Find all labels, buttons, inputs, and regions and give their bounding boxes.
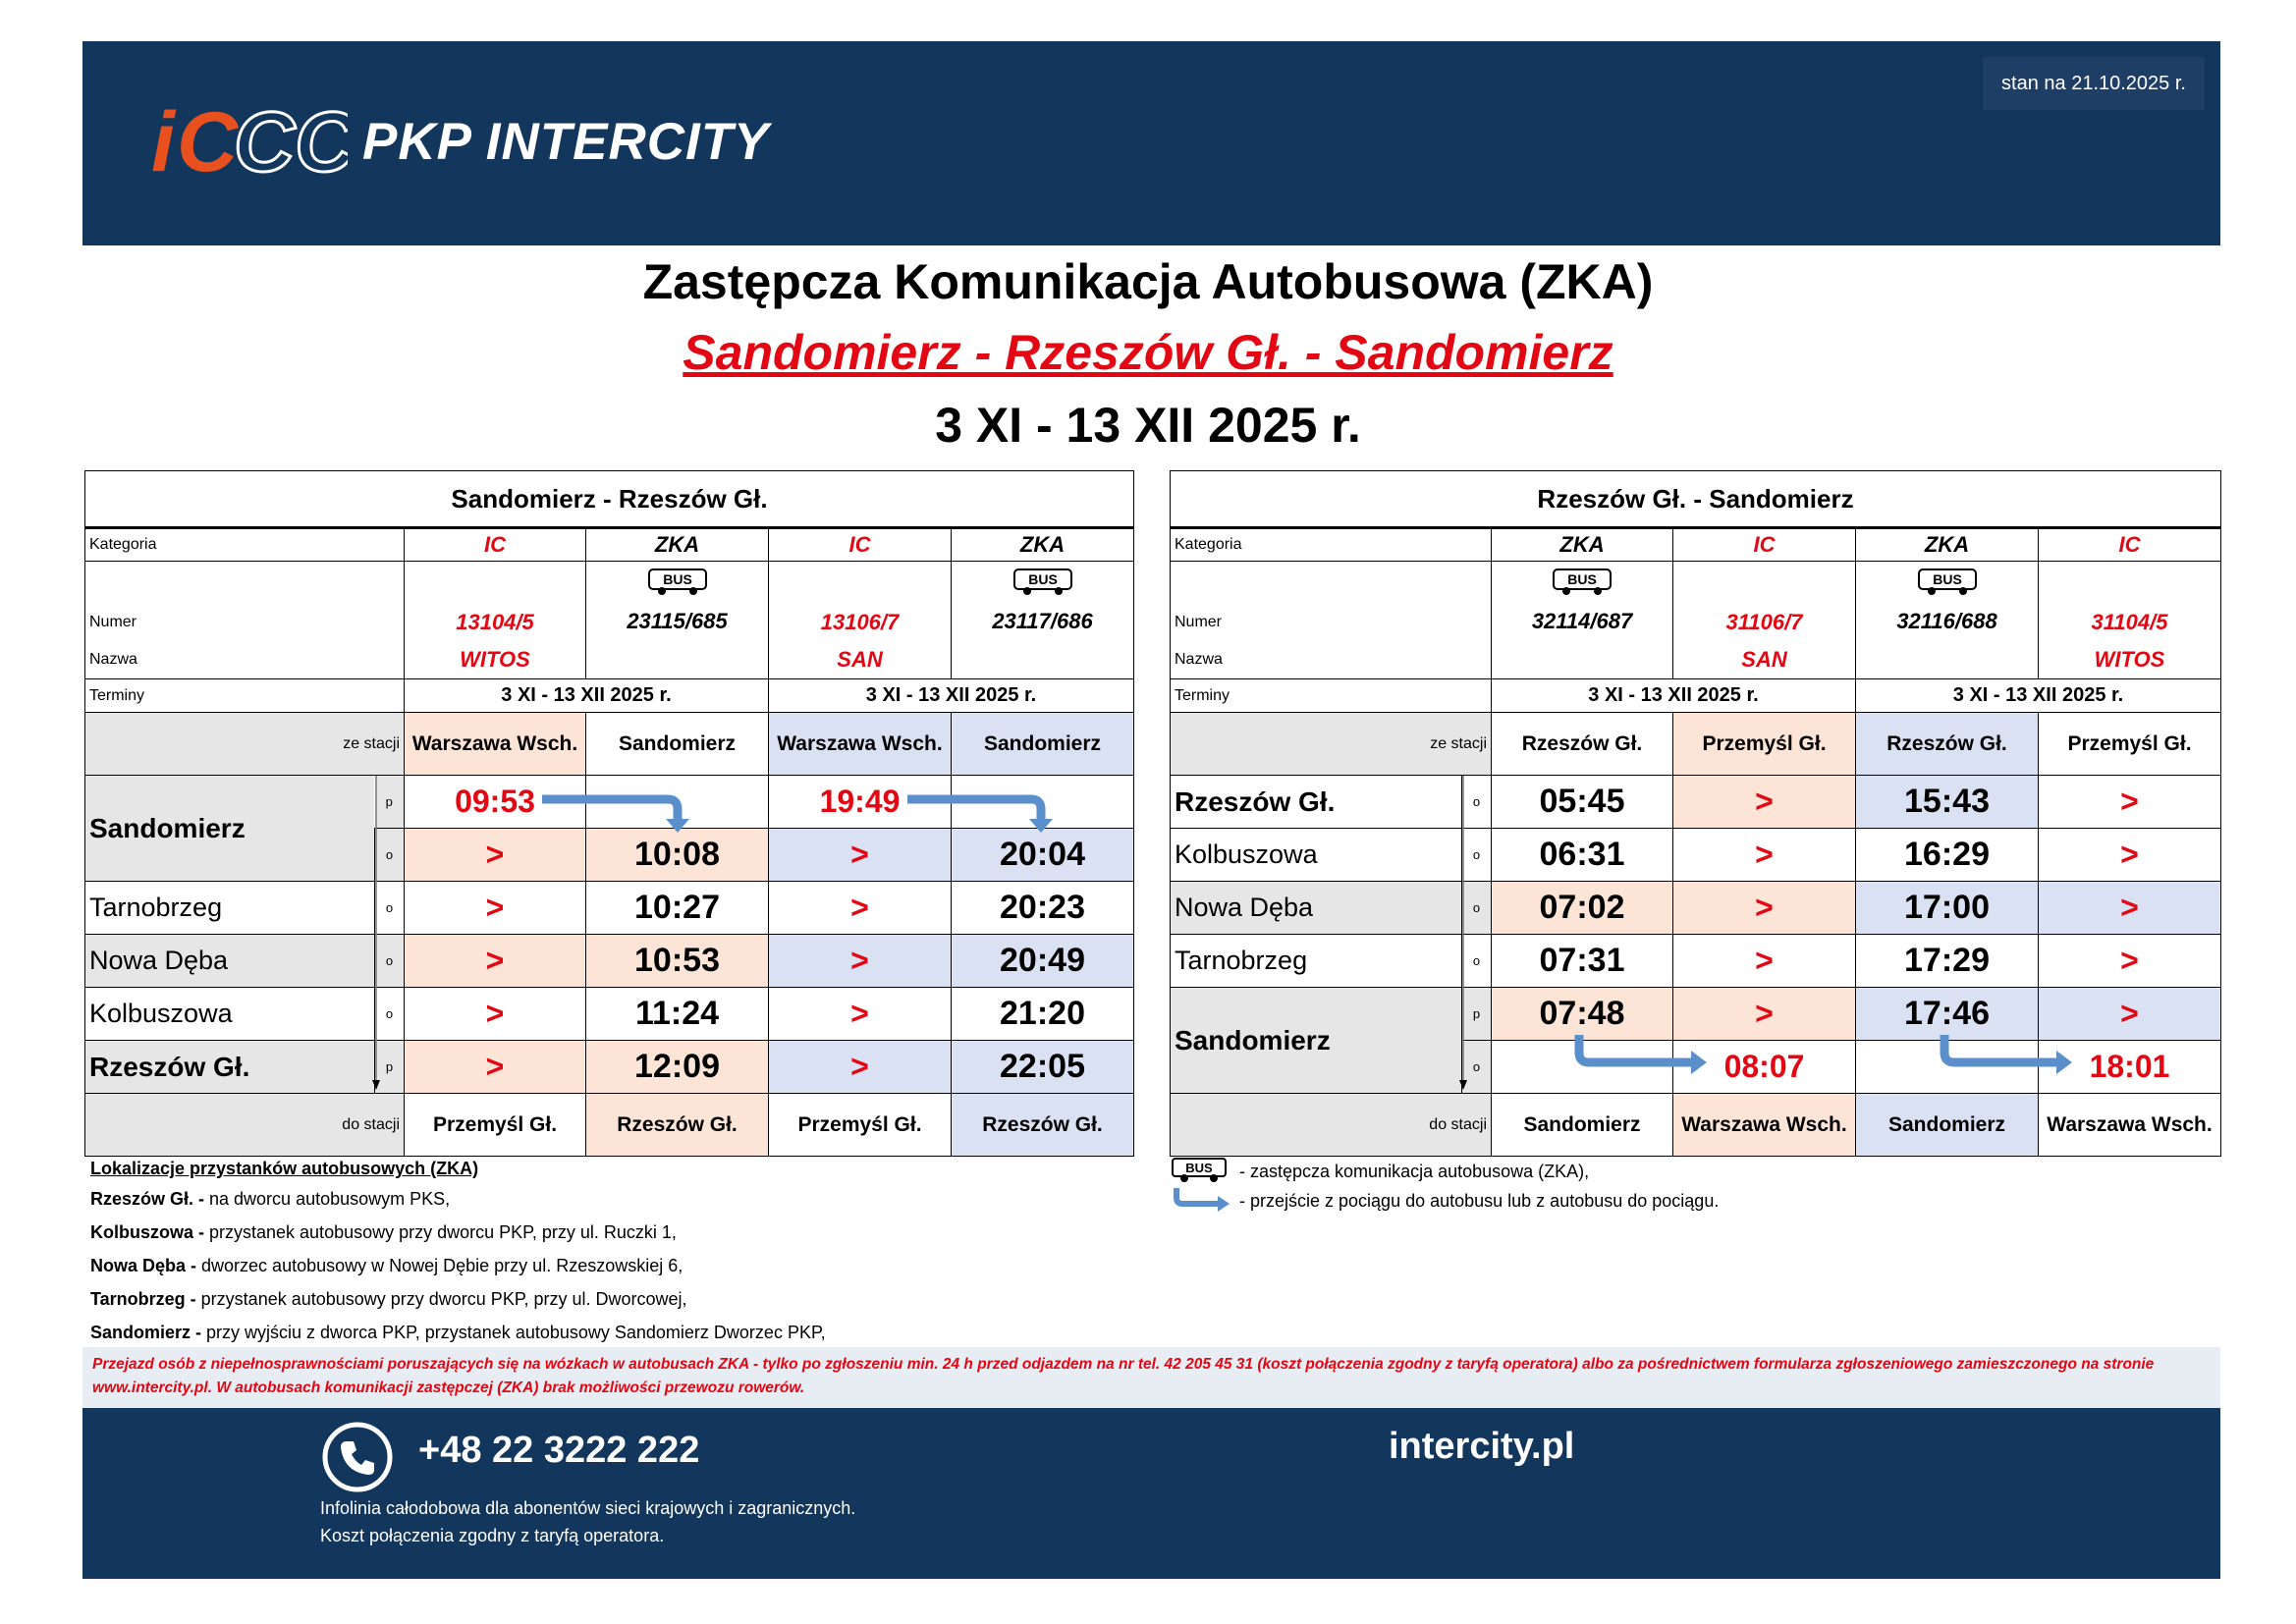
pass-through-mark: > — [1673, 882, 1856, 935]
station-name: Kolbuszowa — [1171, 829, 1462, 882]
pass-through-mark: > — [769, 1041, 952, 1094]
station-name: Tarnobrzeg — [85, 882, 375, 935]
pass-through-mark: > — [2039, 882, 2221, 935]
time-cell: 07:31 — [1492, 935, 1673, 988]
destination-station: Przemyśl Gł. — [405, 1094, 586, 1157]
svg-text:BUS: BUS — [1185, 1161, 1213, 1175]
category-cell: ZKA — [1856, 528, 2039, 562]
stops-title: Lokalizacje przystanków autobusowych (ZKA) — [90, 1159, 479, 1178]
down-arrow-icon — [1459, 1080, 1467, 1090]
accessibility-note: Przejazd osób z niepełnosprawnościami poruszających się na wózkach w autobusach ZKA - tylko po zgłoszeniu min. 24 h przed odjazdem na nr tel. 42 205 45 31 (koszt połączenia zgodny z taryfą operatora) albo za pośrednictwem formularza zgłoszeniowego zamieszczonego na stronie www.intercity.pl. W autobusach komunikacji zastępczej (ZKA) brak możliwości przewozu rowerów. — [82, 1347, 2220, 1408]
hotline-info: Infolinia całodobowa dla abonentów sieci krajowych i zagranicznych. Koszt połączenia zgodny z taryfą operatora. — [320, 1498, 856, 1545]
pass-through-mark: > — [769, 882, 952, 935]
legend-bus-text: - zastępcza komunikacja autobusowa (ZKA), — [1239, 1162, 1590, 1181]
svg-text:BUS: BUS — [1932, 571, 1962, 587]
station-name: Sandomierz — [1171, 988, 1462, 1094]
arrival-marker: p — [375, 776, 405, 829]
time-cell: 10:27 — [586, 882, 769, 935]
destination-station: Sandomierz — [1856, 1094, 2039, 1157]
departure-marker: o — [1462, 1041, 1492, 1094]
arrival-marker: p — [375, 1041, 405, 1094]
category-cell: ZKA — [586, 528, 769, 562]
table-heading: Sandomierz - Rzeszów Gł. — [85, 471, 1134, 528]
row-label-numer: Numer — [89, 614, 137, 630]
pass-through-mark: > — [2039, 935, 2221, 988]
origin-station: Warszawa Wsch. — [769, 713, 952, 776]
time-cell: 17:00 — [1856, 882, 2039, 935]
origin-station: Przemyśl Gł. — [2039, 713, 2221, 776]
origin-station: Sandomierz — [586, 713, 769, 776]
row-label-do-stacji: do stacji — [85, 1094, 405, 1157]
train-number: 13106/7 — [820, 610, 900, 634]
train-number: 13104/5 — [456, 610, 534, 634]
row-label-ze-stacji: ze stacji — [1171, 713, 1492, 776]
time-cell: 19:49 — [769, 776, 952, 829]
pass-through-mark: > — [2039, 988, 2221, 1041]
bus-number: 32116/688 — [1896, 609, 1997, 633]
date-range: 3 XI - 13 XII 2025 r. — [405, 679, 769, 713]
stop-item: Rzeszów Gł. - na dworcu autobusowym PKS, — [90, 1189, 451, 1209]
time-cell: 12:09 — [586, 1041, 769, 1094]
origin-station: Przemyśl Gł. — [1673, 713, 1856, 776]
brand-name: PKP INTERCITY — [362, 113, 770, 171]
station-name: Rzeszów Gł. — [1171, 776, 1462, 829]
category-cell: IC — [405, 528, 586, 562]
destination-station: Przemyśl Gł. — [769, 1094, 952, 1157]
pass-through-mark: > — [405, 829, 586, 882]
route-title: Sandomierz - Rzeszów Gł. - Sandomierz — [683, 325, 1613, 380]
category-cell: IC — [2039, 528, 2221, 562]
time-cell: 21:20 — [952, 988, 1134, 1041]
pass-through-mark: > — [2039, 776, 2221, 829]
row-label-kategoria: Kategoria — [85, 528, 405, 562]
date-range-title: 3 XI - 13 XII 2025 r. — [935, 398, 1361, 453]
station-name: Tarnobrzeg — [1171, 935, 1462, 988]
train-name: WITOS — [2094, 647, 2165, 672]
time-cell: 17:29 — [1856, 935, 2039, 988]
pass-through-mark: > — [769, 829, 952, 882]
transfer-arrow-icon — [1944, 1035, 2072, 1074]
bus-number: 23117/686 — [992, 609, 1093, 633]
legend-transfer — [1171, 1186, 1719, 1216]
svg-text:C: C — [177, 102, 239, 183]
stop-item: Nowa Dęba - dworzec autobusowy w Nowej Dębie przy ul. Rzeszowskiej 6, — [90, 1256, 683, 1275]
bus-icon — [1171, 1157, 1230, 1184]
stop-item: Sandomierz - przy wyjściu z dworca PKP, przystanek autobusowy Sandomierz Dworzec PKP, — [90, 1323, 826, 1342]
legend-transfer-text: - przejście z pociągu do autobusu lub z autobusu do pociągu. — [1239, 1191, 1720, 1211]
time-cell: 06:31 — [1492, 829, 1673, 882]
time-cell: 07:02 — [1492, 882, 1673, 935]
pass-through-mark: > — [769, 935, 952, 988]
destination-station: Warszawa Wsch. — [1673, 1094, 1856, 1157]
category-cell: ZKA — [1492, 528, 1673, 562]
station-name: Kolbuszowa — [85, 988, 375, 1041]
time-cell: 09:53 — [405, 776, 586, 829]
time-cell: 17:46 — [1856, 988, 2039, 1041]
row-label-nazwa: Nazwa — [1175, 651, 1223, 668]
time-cell: 08:07 — [1673, 1041, 1856, 1094]
departure-marker: o — [1462, 776, 1492, 829]
origin-station: Warszawa Wsch. — [405, 713, 586, 776]
pass-through-mark: > — [1673, 935, 1856, 988]
station-name: Sandomierz — [85, 776, 375, 882]
pass-through-mark: > — [1673, 829, 1856, 882]
svg-text:BUS: BUS — [1567, 571, 1597, 587]
row-label-kategoria: Kategoria — [1171, 528, 1492, 562]
svg-text:BUS: BUS — [662, 571, 692, 587]
down-arrow-icon — [372, 1080, 380, 1090]
pass-through-mark: > — [1673, 988, 1856, 1041]
status-date: stan na 21.10.2025 r. — [1983, 57, 2205, 110]
time-cell: 18:01 — [2039, 1041, 2221, 1094]
row-label-terminy: Terminy — [1171, 679, 1492, 713]
departure-marker: o — [375, 829, 405, 882]
page-title: Zastępcza Komunikacja Autobusowa (ZKA) — [642, 254, 1654, 309]
phone-number[interactable]: +48 22 3222 222 — [418, 1430, 700, 1471]
time-cell: 05:45 — [1492, 776, 1673, 829]
transfer-arrow-icon — [907, 799, 1053, 833]
date-range: 3 XI - 13 XII 2025 r. — [1856, 679, 2221, 713]
origin-station: Sandomierz — [952, 713, 1134, 776]
train-number: 31104/5 — [2091, 610, 2168, 634]
train-name: SAN — [837, 647, 883, 672]
pass-through-mark: > — [1673, 776, 1856, 829]
legend-bus — [1171, 1157, 1719, 1186]
pass-through-mark: > — [405, 882, 586, 935]
svg-text:CC: CC — [234, 102, 348, 183]
origin-station: Rzeszów Gł. — [1856, 713, 2039, 776]
destination-station: Warszawa Wsch. — [2039, 1094, 2221, 1157]
station-name: Nowa Dęba — [1171, 882, 1462, 935]
time-cell: 16:29 — [1856, 829, 2039, 882]
destination-station: Rzeszów Gł. — [952, 1094, 1134, 1157]
date-range: 3 XI - 13 XII 2025 r. — [769, 679, 1134, 713]
transfer-arrow-icon — [1579, 1035, 1707, 1074]
destination-station: Sandomierz — [1492, 1094, 1673, 1157]
time-cell: 20:23 — [952, 882, 1134, 935]
transfer-arrow-icon — [542, 799, 689, 833]
pass-through-mark: > — [405, 1041, 586, 1094]
category-cell: IC — [769, 528, 952, 562]
row-label-terminy: Terminy — [85, 679, 405, 713]
svg-text:BUS: BUS — [1027, 571, 1058, 587]
time-cell: 10:08 — [586, 829, 769, 882]
pass-through-mark: > — [2039, 829, 2221, 882]
train-name: WITOS — [460, 647, 530, 672]
station-name: Rzeszów Gł. — [85, 1041, 375, 1094]
origin-station: Rzeszów Gł. — [1492, 713, 1673, 776]
category-cell: ZKA — [952, 528, 1134, 562]
footer — [82, 1408, 2220, 1579]
row-label-ze-stacji: ze stacji — [85, 713, 405, 776]
table-heading: Rzeszów Gł. - Sandomierz — [1171, 471, 2221, 528]
train-name: SAN — [1741, 647, 1787, 672]
stop-item: Kolbuszowa - przystanek autobusowy przy dworcu PKP, przy ul. Ruczki 1, — [90, 1222, 677, 1242]
departure-marker: o — [375, 988, 405, 1041]
row-label-numer: Numer — [1175, 614, 1223, 630]
bus-number: 23115/685 — [627, 609, 728, 633]
pass-through-mark: > — [405, 935, 586, 988]
time-cell: 20:04 — [952, 829, 1134, 882]
departure-marker: o — [375, 935, 405, 988]
bus-stop-locations — [90, 1155, 826, 1349]
row-label-do-stacji: do stacji — [1171, 1094, 1492, 1157]
date-range: 3 XI - 13 XII 2025 r. — [1492, 679, 1856, 713]
stop-item: Tarnobrzeg - przystanek autobusowy przy dworcu PKP, przy ul. Dworcowej, — [90, 1289, 687, 1309]
time-cell: 20:49 — [952, 935, 1134, 988]
time-cell: 15:43 — [1856, 776, 2039, 829]
time-cell: 10:53 — [586, 935, 769, 988]
website-link[interactable]: intercity.pl — [1389, 1426, 1575, 1467]
departure-marker: o — [1462, 829, 1492, 882]
pass-through-mark: > — [405, 988, 586, 1041]
arrival-marker: p — [1462, 988, 1492, 1041]
train-number: 31106/7 — [1725, 610, 1803, 634]
row-label-nazwa: Nazwa — [89, 651, 137, 668]
departure-marker: o — [1462, 882, 1492, 935]
time-cell: 11:24 — [586, 988, 769, 1041]
category-cell: IC — [1673, 528, 1856, 562]
phone-icon — [320, 1420, 395, 1494]
pass-through-mark: > — [769, 988, 952, 1041]
svg-text:i: i — [151, 102, 175, 183]
bus-number: 32114/687 — [1531, 609, 1633, 633]
transfer-arrow-icon — [1173, 1186, 1233, 1214]
legend — [1171, 1157, 1719, 1216]
station-name: Nowa Dęba — [85, 935, 375, 988]
departure-marker: o — [1462, 935, 1492, 988]
departure-marker: o — [375, 882, 405, 935]
time-cell: 07:48 — [1492, 988, 1673, 1041]
time-cell: 22:05 — [952, 1041, 1134, 1094]
destination-station: Rzeszów Gł. — [586, 1094, 769, 1157]
